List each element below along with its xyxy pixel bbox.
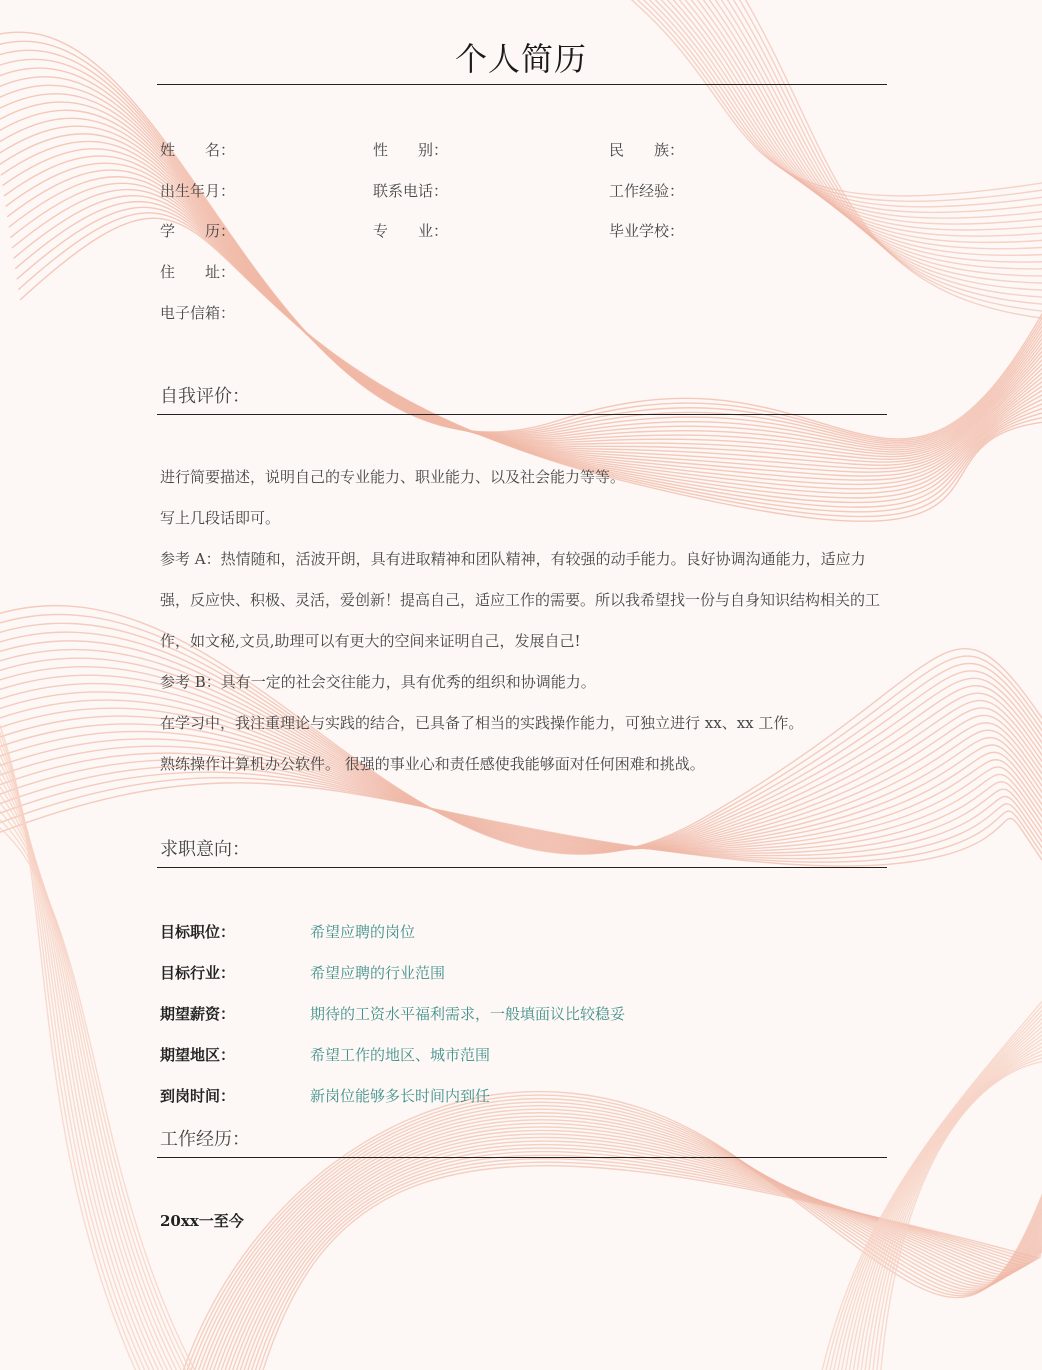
self-eval-paragraph: 写上几段话即可。 xyxy=(160,509,281,527)
page-title: 个人简历 xyxy=(454,40,587,78)
intent-label: 目标职位： xyxy=(160,923,236,941)
job-intent-divider xyxy=(157,867,887,868)
self-eval-paragraph: 参考 A：热情随和，活波开朗，具有进取精神和团队精神，有较强的动手能力。良好协调沟通能力，适应力强，反应快、积极、灵活，爱创新！提高自己，适应工作的需要。所以我希望找一份与自身知识结构相关的工作，如文秘,文员,助理可以有更大的空间来证明自己，发展自己! xyxy=(160,550,881,650)
ethnicity-label: 民 族： xyxy=(609,141,685,159)
self-eval-paragraph: 在学习中，我注重理论与实践的结合，已具备了相当的实践操作能力，可独立进行 xx、xx 工作。 xyxy=(160,714,804,732)
title-divider xyxy=(157,84,887,85)
intent-label: 到岗时间： xyxy=(160,1087,236,1105)
intent-value: 希望工作的地区、城市范围 xyxy=(310,1046,491,1064)
major-label: 专 业： xyxy=(373,222,449,240)
intent-row xyxy=(160,1044,490,1065)
self-eval-heading: 自我评价： xyxy=(160,386,250,407)
intent-row xyxy=(160,1085,490,1106)
phone-label: 联系电话： xyxy=(373,182,449,200)
work-history-divider xyxy=(157,1157,887,1158)
email-label: 电子信箱： xyxy=(160,304,236,322)
work-history-heading: 工作经历： xyxy=(160,1129,250,1150)
self-eval-text xyxy=(160,457,888,785)
intent-value: 希望应聘的岗位 xyxy=(310,923,416,941)
school-label: 毕业学校： xyxy=(609,222,685,240)
job-intent-heading: 求职意向： xyxy=(160,839,250,860)
work-period: 20xx一至今 xyxy=(160,1212,244,1230)
intent-label: 目标行业： xyxy=(160,964,236,982)
intent-value: 希望应聘的行业范围 xyxy=(310,964,446,982)
intent-label: 期望薪资： xyxy=(160,1005,236,1023)
intent-row xyxy=(160,1003,625,1024)
self-eval-paragraph: 熟练操作计算机办公软件。 很强的事业心和责任感使我能够面对任何困难和挑战。 xyxy=(160,755,705,773)
intent-value: 新岗位能够多长时间内到任 xyxy=(310,1087,491,1105)
intent-row xyxy=(160,921,415,942)
education-label: 学 历： xyxy=(160,222,236,240)
self-eval-paragraph: 进行简要描述，说明自己的专业能力、职业能力、以及社会能力等等。 xyxy=(160,468,626,486)
self-eval-paragraph: 参考 B：具有一定的社会交往能力，具有优秀的组织和协调能力。 xyxy=(160,673,596,691)
address-label: 住 址： xyxy=(160,263,236,281)
intent-label: 期望地区： xyxy=(160,1046,236,1064)
experience-label: 工作经验： xyxy=(609,182,685,200)
self-eval-divider xyxy=(157,414,887,415)
birth-label: 出生年月： xyxy=(160,182,236,200)
name-label: 姓 名： xyxy=(160,141,236,159)
gender-label: 性 别： xyxy=(373,141,449,159)
intent-value: 期待的工资水平福利需求，一般填面议比较稳妥 xyxy=(310,1005,626,1023)
intent-row xyxy=(160,962,445,983)
